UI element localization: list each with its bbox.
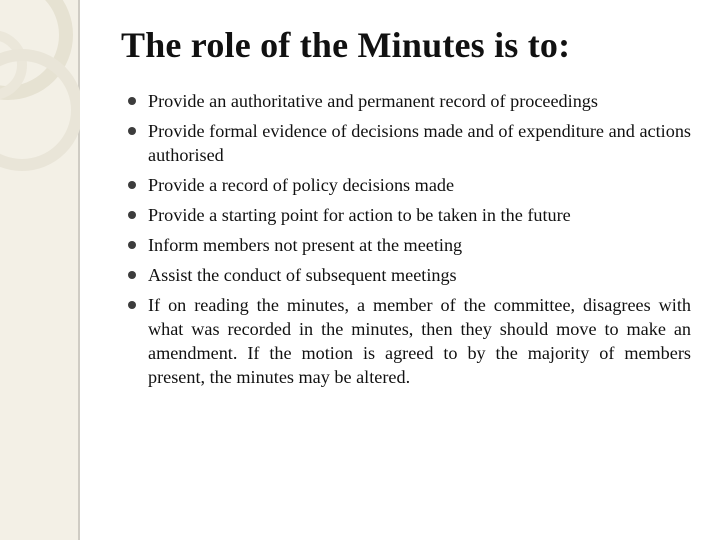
slide-title: The role of the Minutes is to:	[121, 25, 571, 65]
bullet-dot-icon	[128, 271, 136, 279]
bullet-text: Provide a starting point for action to be taken in the future	[148, 205, 571, 225]
bullet-text: Assist the conduct of subsequent meetings	[148, 265, 457, 285]
bullet-item	[128, 263, 691, 287]
bullet-text: Provide a record of policy decisions made	[148, 175, 455, 195]
bullet-item	[128, 173, 691, 197]
circle-decoration-icon	[0, 0, 80, 200]
bullet-dot-icon	[128, 97, 136, 105]
bullet-text: If on reading the minutes, a member of the committee, disagrees with what was recorded in the minutes, then they should move to make an amendment. If the motion is agreed to by the majority of members present, the minutes may be altered.	[148, 295, 691, 387]
bullet-dot-icon	[128, 127, 136, 135]
bullet-text: Provide formal evidence of decisions made and of expenditure and actions authorised	[148, 121, 691, 165]
bullet-dot-icon	[128, 301, 136, 309]
bullet-text: Provide an authoritative and permanent record of proceedings	[148, 91, 598, 111]
bullet-item	[128, 203, 691, 227]
bullet-item	[128, 119, 691, 167]
bullet-dot-icon	[128, 211, 136, 219]
bullet-dot-icon	[128, 181, 136, 189]
bullet-list	[128, 89, 691, 395]
bullet-text: Inform members not present at the meeting	[148, 235, 463, 255]
bullet-item	[128, 293, 691, 389]
bullet-dot-icon	[128, 241, 136, 249]
bullet-item	[128, 233, 691, 257]
bullet-item	[128, 89, 691, 113]
